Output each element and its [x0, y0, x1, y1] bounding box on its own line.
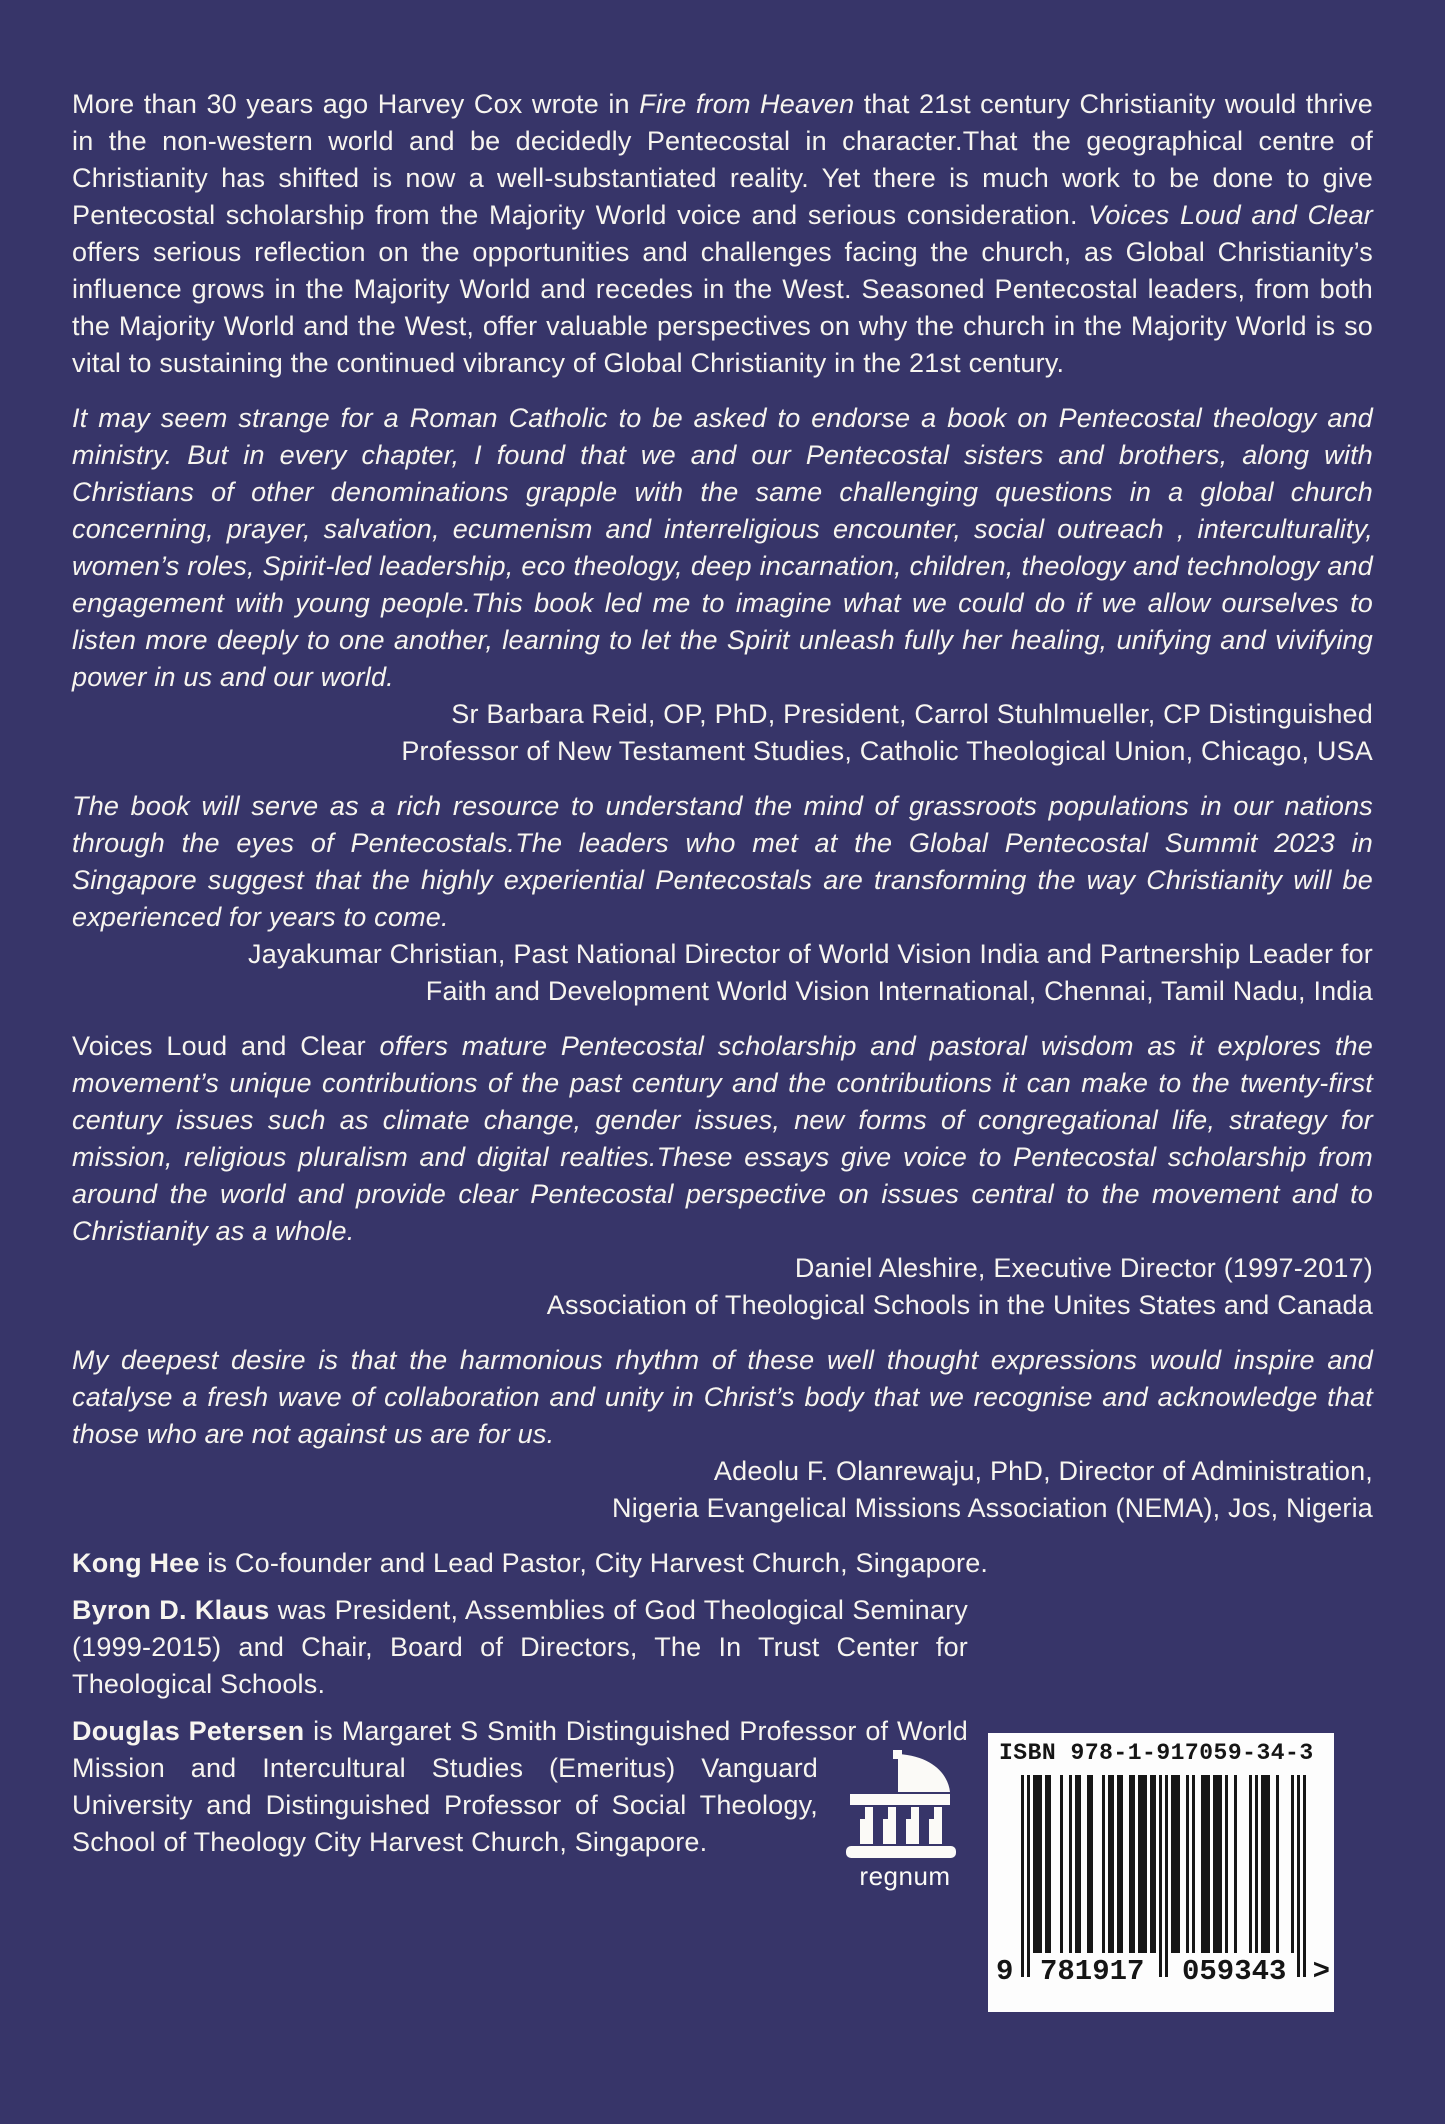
bio-byron-klaus [72, 1592, 968, 1703]
attribution-line: Daniel Aleshire, Executive Director (1997-2017) [794, 1253, 1373, 1283]
quote-text: offers mature Pentecostal scholarship and pastoral wisdom as it explores the movement’s unique contributions of the past century and the contributions it can make to the twenty-first century issues such as climate change, gender issues, new forms of congregational life, strategy for mission, religious pluralism and digital realties.These essays give voice to Pentecostal scholarship from around the world and provide clear Pentecostal perspective on issues central to the movement and to Christianity as a whole. [72, 1031, 1373, 1246]
endorsement-quote [72, 400, 1373, 696]
bio-text: was President, Assemblies of God Theological Seminary (1999-2015) and Chair, Board of Directors, The In Trust Center for Theological Schools. [72, 1595, 968, 1699]
barcode-digit-lead: 9 [996, 1955, 1014, 1988]
blurb-paragraph [72, 86, 1373, 382]
barcode-digit-group-1: 781917 [1040, 1955, 1145, 1988]
endorsement-barbara-reid [72, 400, 1373, 770]
isbn-label: ISBN 978-1-917059-34-3 [999, 1740, 1314, 1766]
endorsement-jayakumar-christian [72, 788, 1373, 1010]
back-cover-text [72, 86, 1373, 1902]
blurb-text-2: that 21st century Christianity would thrive in the non-western world and be decidedly Pentecostal in character.That the geographical centre of Christianity has shifted is now a well-substantiated reality. Yet there is much work to be done to give Pentecostal scholarship from the Majority World voice and serious consideration. [72, 89, 1374, 230]
book-title-voices-loud-and-clear: Voices Loud and Clear [1088, 200, 1373, 230]
quote-text: It may seem strange for a Roman Catholic to be asked to endorse a book on Pentecostal theology and ministry. But in every chapter, I found that we and our Pentecostal sisters and brothers, along with Christians of other denominations grapple with the same challenging questions in a global church concerning, prayer, salvation, ecumenism and interreligious encounter, social outreach , interculturality, women’s roles, Spirit-led leadership, eco theology, deep incarnation, children, theology and technology and engagement with young people.This book led me to imagine what we could do if we allow ourselves to listen more deeply to one another, learning to let the Spirit unleash fully her healing, unifying and vivifying power in us and our world. [72, 403, 1373, 692]
attribution-line: Jayakumar Christian, Past National Director of World Vision India and Partnership Leader for [248, 939, 1373, 969]
endorsement-adeolu-olanrewaju [72, 1342, 1373, 1527]
barcode-bars [1021, 1775, 1306, 1977]
blurb-text-1: More than 30 years ago Harvey Cox wrote in [72, 89, 640, 119]
endorsement-quote [72, 1342, 1373, 1453]
attribution-line: Association of Theological Schools in the Unites States and Canada [546, 1290, 1373, 1320]
attribution-line: Nigeria Evangelical Missions Association (NEMA), Jos, Nigeria [612, 1493, 1373, 1523]
bio-douglas-petersen [72, 1713, 969, 1891]
quote-lead-roman: Voices Loud and Clear [72, 1031, 380, 1061]
isbn-barcode [988, 1733, 1334, 2012]
blurb-text-3: offers serious reflection on the opportunities and challenges facing the church, as Global Christianity’s influence grows in the Majority World and recedes in the West. Seasoned Pentecostal leaders, from both the Majority World and the West, offer valuable perspectives on why the church in the Majority World is so vital to sustaining the continued vibrancy of Global Christianity in the 21st century. [72, 237, 1373, 378]
regnum-building-icon [844, 1750, 966, 1858]
barcode-digits [988, 1951, 1334, 1991]
bio-kong-hee [72, 1545, 1373, 1582]
author-name: Kong Hee [72, 1548, 200, 1578]
author-name: Douglas Petersen [72, 1716, 305, 1746]
publisher-logo-block [818, 1750, 968, 1902]
book-title-fire-from-heaven: Fire from Heaven [639, 89, 855, 119]
quote-text: The book will serve as a rich resource to understand the mind of grassroots populations in our nations through the eyes of Pentecostals.The leaders who met at the Global Pentecostal Summit 2023 in Singapore suggest that the highly experiential Pentecostals are transforming the way Christianity will be experienced for years to come. [72, 791, 1373, 932]
barcode-digit-trail: > [1312, 1955, 1330, 1988]
endorsement-daniel-aleshire [72, 1028, 1373, 1324]
bio-text: is Margaret S Smith Distinguished Professor of World Mission and Intercultural Studies (Emeritus) Vanguard University and Distinguished Professor of Social Theology, School of Theology City Harvest Church, Singapore. [72, 1716, 969, 1857]
barcode-digit-group-2: 059343 [1182, 1955, 1287, 1988]
publisher-name: regnum [859, 1861, 951, 1891]
attribution-line: Adeolu F. Olanrewaju, PhD, Director of Administration, [713, 1456, 1373, 1486]
attribution-line: Sr Barbara Reid, OP, PhD, President, Carrol Stuhlmueller, CP Distinguished [451, 699, 1373, 729]
attribution-line: Professor of New Testament Studies, Catholic Theological Union, Chicago, USA [401, 736, 1373, 766]
quote-text: My deepest desire is that the harmonious rhythm of these well thought expressions would inspire and catalyse a fresh wave of collaboration and unity in Christ’s body that we recognise and acknowledge that those who are not against us are for us. [72, 1345, 1373, 1449]
endorsement-quote [72, 788, 1373, 936]
attribution-line: Faith and Development World Vision International, Chennai, Tamil Nadu, India [425, 976, 1373, 1006]
endorsement-quote [72, 1028, 1373, 1250]
bio-text: is Co-founder and Lead Pastor, City Harvest Church, Singapore. [199, 1548, 989, 1578]
author-name: Byron D. Klaus [72, 1595, 270, 1625]
